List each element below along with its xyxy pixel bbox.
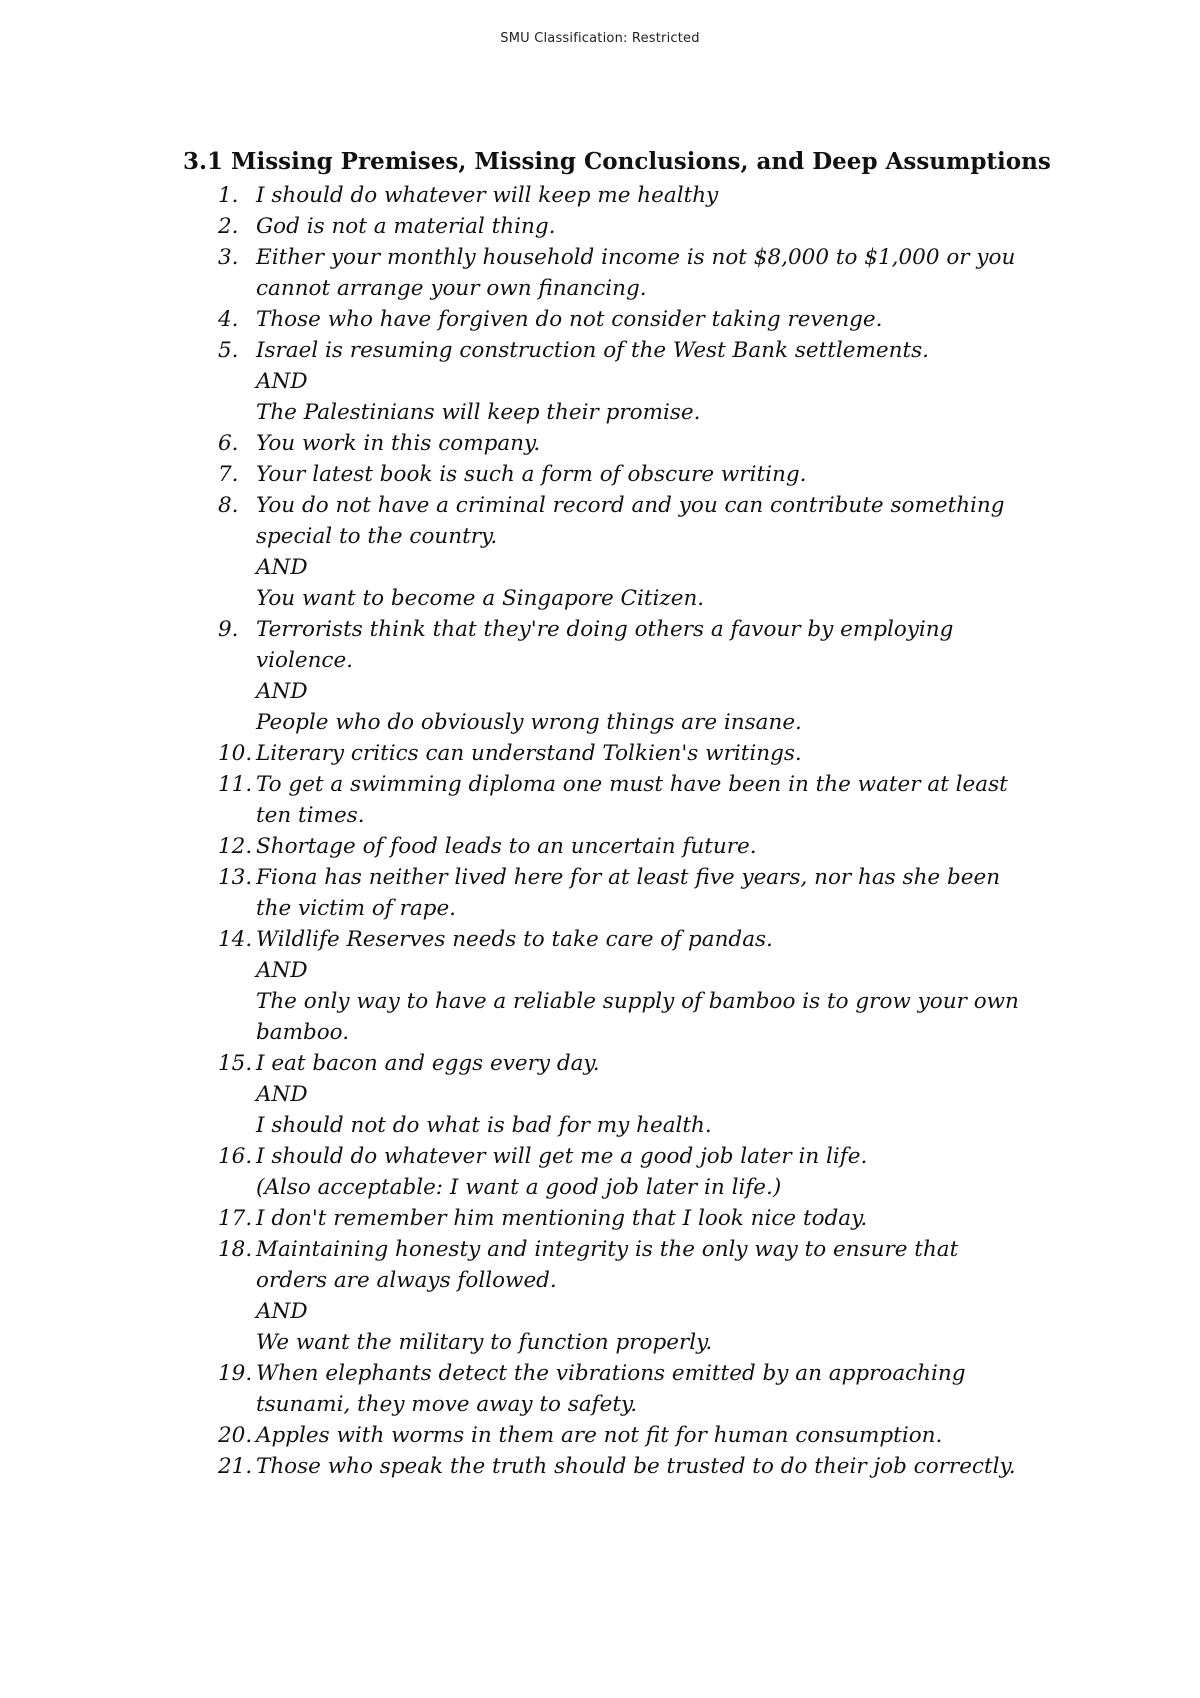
list-item-line: AND — [256, 958, 308, 983]
list-item-line: People who do obviously wrong things are insane. — [256, 710, 802, 735]
list-item — [218, 862, 1048, 924]
list-item-line: To get a swimming diploma one must have been in the water at least — [256, 772, 1008, 797]
list-item — [218, 180, 1048, 211]
list-item-line: You do not have a criminal record and you can contribute something — [256, 493, 1005, 518]
list-item-line: Israel is resuming construction of the West Bank settlements. — [256, 338, 929, 363]
list-item-line: The only way to have a reliable supply of bamboo is to grow your own — [256, 989, 1019, 1014]
list-item-line: (Also acceptable: I want a good job later in life.) — [256, 1175, 782, 1200]
list-item-line: I should do whatever will get me a good job later in life. — [256, 1144, 868, 1169]
list-item — [218, 428, 1048, 459]
list-item — [218, 335, 1048, 428]
list-item — [218, 1048, 1048, 1141]
list-item — [218, 1141, 1048, 1203]
list-item-number: 6. — [218, 431, 239, 456]
list-item — [218, 459, 1048, 490]
list-item-line: Fiona has neither lived here for at least five years, nor has she been — [256, 865, 1001, 890]
list-item-number: 5. — [218, 338, 239, 363]
list-item — [218, 1234, 1048, 1358]
list-item — [218, 614, 1048, 738]
list-item — [218, 738, 1048, 769]
list-item-number: 21. — [218, 1454, 253, 1479]
list-item-line: We want the military to function properly. — [256, 1330, 713, 1355]
list-item-number: 16. — [218, 1144, 253, 1169]
list-item-number: 13. — [218, 865, 253, 890]
list-item-line: AND — [256, 555, 308, 580]
list-item — [218, 924, 1048, 1048]
list-item-number: 9. — [218, 617, 239, 642]
list-item-number: 3. — [218, 245, 239, 270]
classification-header: SMU Classification: Restricted — [500, 31, 700, 46]
list-item-line: I should not do what is bad for my health. — [256, 1113, 712, 1138]
list-item-line: cannot arrange your own financing. — [256, 276, 647, 301]
list-item-line: I don't remember him mentioning that I look nice today. — [256, 1206, 868, 1231]
list-item — [218, 831, 1048, 862]
list-item-line: I should do whatever will keep me healthy — [256, 183, 719, 208]
list-item-number: 18. — [218, 1237, 253, 1262]
list-item-line: Those who have forgiven do not consider taking revenge. — [256, 307, 883, 332]
list-item-line: God is not a material thing. — [256, 214, 556, 239]
list-item-line: Shortage of food leads to an uncertain future. — [256, 834, 757, 859]
list-item-number: 10. — [218, 741, 253, 766]
list-item-line: special to the country. — [256, 524, 498, 549]
list-item-line: Maintaining honesty and integrity is the only way to ensure that — [256, 1237, 959, 1262]
list-item-line: Wildlife Reserves needs to take care of pandas. — [256, 927, 773, 952]
list-item-line: AND — [256, 679, 308, 704]
list-item-line: AND — [256, 1082, 308, 1107]
list-item — [218, 304, 1048, 335]
list-item-line: The Palestinians will keep their promise. — [256, 400, 701, 425]
list-item-line: Those who speak the truth should be trusted to do their job correctly. — [256, 1454, 1016, 1479]
list-item — [218, 1420, 1048, 1451]
list-item-line: When elephants detect the vibrations emitted by an approaching — [256, 1361, 966, 1386]
list-item — [218, 769, 1048, 831]
list-item-line: bamboo. — [256, 1020, 350, 1045]
list-item-number: 19. — [218, 1361, 253, 1386]
list-item — [218, 242, 1048, 304]
list-item-line: You want to become a Singapore Citizen. — [256, 586, 705, 611]
list-item-number: 20. — [218, 1423, 253, 1448]
list-item-line: AND — [256, 369, 308, 394]
list-item — [218, 490, 1048, 614]
list-item-number: 15. — [218, 1051, 253, 1076]
list-item-line: You work in this company. — [256, 431, 541, 456]
list-item-line: AND — [256, 1299, 308, 1324]
list-item-number: 4. — [218, 307, 239, 332]
list-item-line: tsunami, they move away to safety. — [256, 1392, 638, 1417]
list-item-line: the victim of rape. — [256, 896, 456, 921]
list-item-number: 8. — [218, 493, 239, 518]
list-item-line: Terrorists think that they're doing others a favour by employing — [256, 617, 954, 642]
list-item-line: Either your monthly household income is not $8,000 to $1,000 or you — [256, 245, 1016, 270]
list-item-line: I eat bacon and eggs every day. — [256, 1051, 600, 1076]
list-item-line: ten times. — [256, 803, 365, 828]
list-item-line: Literary critics can understand Tolkien's writings. — [256, 741, 802, 766]
list-item-number: 7. — [218, 462, 239, 487]
list-item — [218, 1203, 1048, 1234]
list-item-line: orders are always followed. — [256, 1268, 557, 1293]
list-item — [218, 1451, 1048, 1482]
list-item-number: 2. — [218, 214, 239, 239]
list-item — [218, 1358, 1048, 1420]
list-item-number: 1. — [218, 183, 239, 208]
list-item-line: Your latest book is such a form of obscure writing. — [256, 462, 807, 487]
list-item-line: violence. — [256, 648, 354, 673]
answer-list — [218, 180, 1048, 1482]
list-item-number: 11. — [218, 772, 253, 797]
list-item-number: 17. — [218, 1206, 253, 1231]
list-item — [218, 211, 1048, 242]
list-item-number: 12. — [218, 834, 253, 859]
list-item-line: Apples with worms in them are not fit for human consumption. — [256, 1423, 943, 1448]
list-item-number: 14. — [218, 927, 253, 952]
section-heading: 3.1 Missing Premises, Missing Conclusions, and Deep Assumptions — [183, 148, 1051, 175]
